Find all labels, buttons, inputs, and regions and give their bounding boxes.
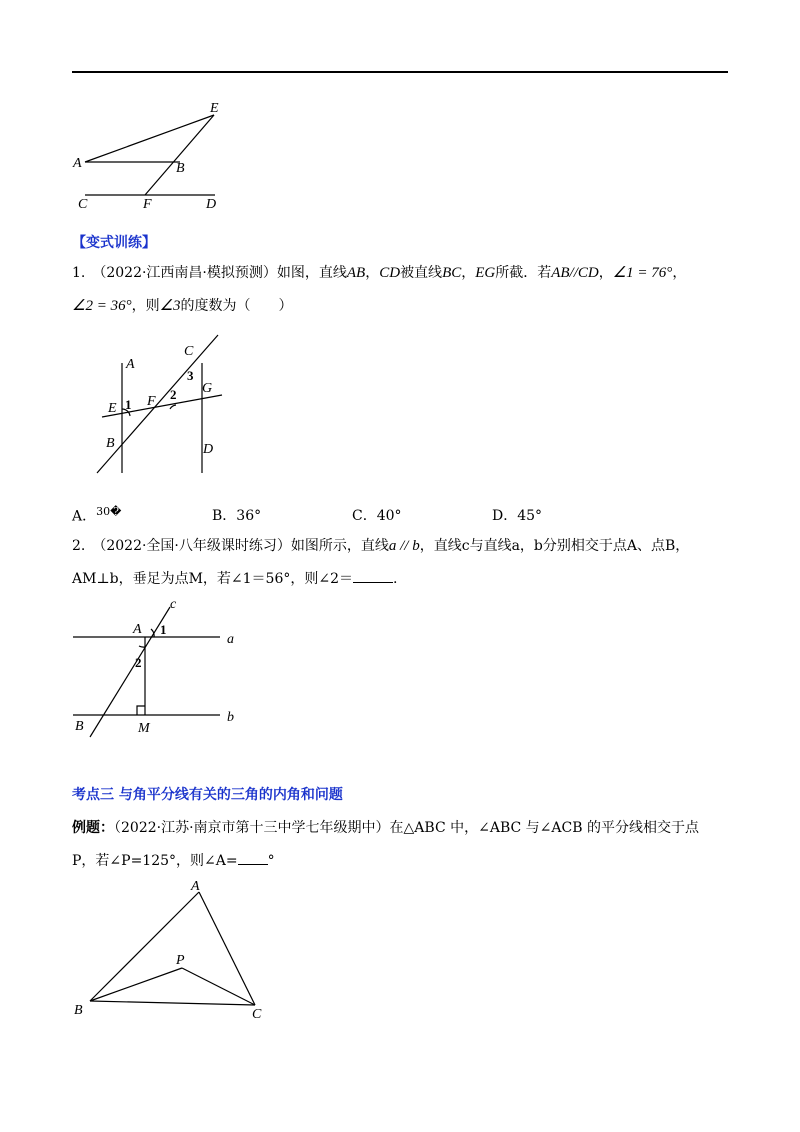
label-2: 2	[170, 387, 177, 402]
label-B: B	[106, 436, 115, 451]
q1-line-2: ∠2 = 36°，则∠3的度数为（ ）	[72, 298, 293, 314]
label-C: C	[252, 1007, 262, 1022]
example-answer-blank[interactable]	[238, 850, 268, 865]
q1-choice-b: B．36°	[212, 508, 262, 524]
label-1: 1	[160, 622, 167, 637]
section-variant-title: 【变式训练】	[72, 235, 156, 251]
section-3-title: 考点三 与角平分线有关的三角的内角和问题	[72, 787, 343, 803]
q1-choice-a: A．$^{30�}$	[72, 505, 122, 525]
example-line-1: 例题：（2022·江苏·南京市第十三中学七年级期中）在△ABC 中，∠ABC 与∠ACB 的平分线相交于点	[72, 820, 699, 836]
label-a: a	[227, 632, 234, 647]
example-line-2: P，若∠P=125°，则∠A= °	[72, 850, 275, 871]
q1-choice-d: D．45°	[492, 508, 543, 524]
label-c: c	[170, 597, 177, 612]
label-A: A	[73, 156, 82, 171]
q2-line-2: AM⊥b，垂足为点M，若∠1＝56°，则∠2＝ .	[72, 568, 397, 589]
label-F: F	[147, 394, 156, 409]
label-2: 2	[135, 655, 142, 670]
label-B: B	[75, 719, 84, 734]
label-B: B	[176, 161, 185, 176]
figure-4-diagram	[70, 875, 280, 1025]
q1-choice-c: C．40°	[352, 508, 402, 524]
label-P: P	[176, 953, 185, 968]
figure-1-diagram	[70, 95, 230, 215]
label-A: A	[133, 622, 142, 637]
label-1: 1	[125, 397, 132, 412]
label-E: E	[108, 401, 117, 416]
q1-line-1: 1. （2022·江西南昌·模拟预测）如图，直线AB，CD被直线BC，EG所截．若AB//CD，∠1 = 76°，	[72, 265, 687, 281]
figure-3-diagram	[70, 595, 250, 740]
label-E: E	[210, 101, 219, 116]
label-b: b	[227, 710, 234, 725]
figure-2-diagram	[90, 335, 240, 485]
label-A: A	[126, 357, 135, 372]
header-rule	[72, 71, 728, 73]
q2-answer-blank[interactable]	[353, 568, 393, 583]
label-3: 3	[187, 368, 194, 383]
label-D: D	[203, 442, 214, 457]
label-C: C	[184, 344, 194, 359]
label-B: B	[74, 1003, 83, 1018]
label-D: D	[206, 197, 217, 212]
label-G: G	[202, 381, 213, 396]
q2-line-1: 2. （2022·全国·八年级课时练习）如图所示，直线a // b，直线c与直线a，b分别相交于点A、点B，	[72, 538, 690, 554]
label-C: C	[78, 197, 88, 212]
label-M: M	[138, 721, 150, 736]
label-F: F	[143, 197, 152, 212]
label-A: A	[191, 879, 200, 894]
